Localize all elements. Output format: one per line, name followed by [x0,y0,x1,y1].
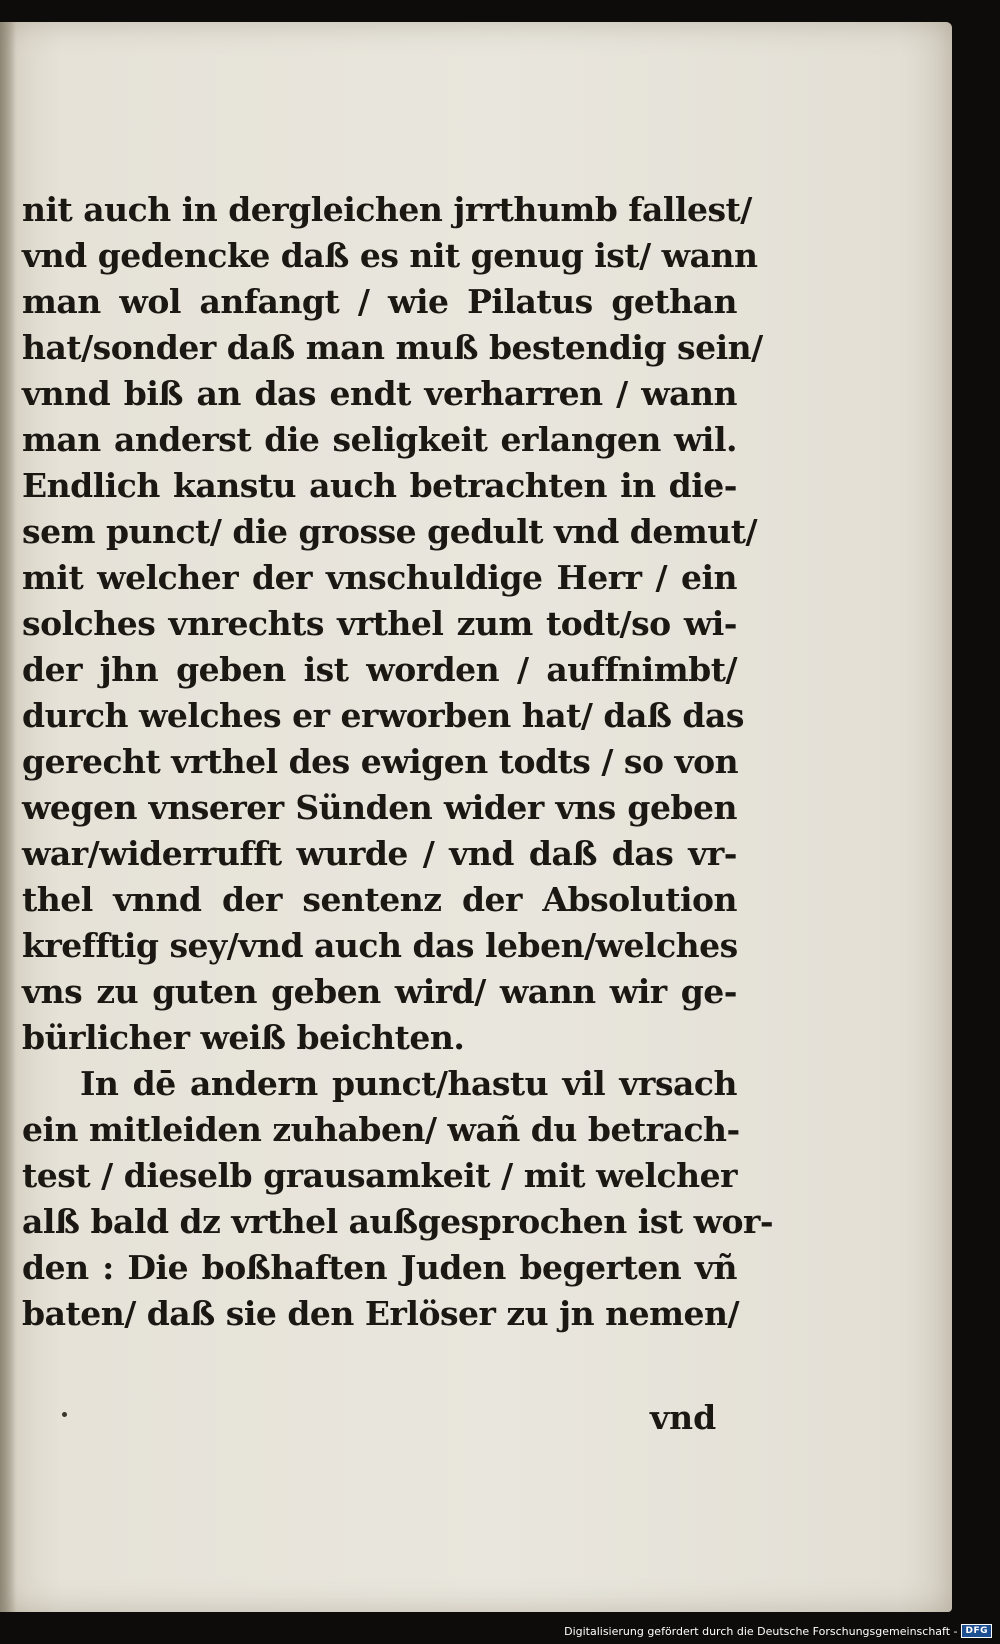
funding-credit: Digitalisierung gefördert durch die Deutsche Forschungsgemeinschaft - [564,1624,958,1638]
text-line: mit welcher der vnschuldige Herr / ein [22,558,737,597]
text-line: alß bald dz vrthel außgesprochen ist wor- [22,1202,774,1241]
text-line: war/widerrufft wurde / vnd daß das vr- [22,834,737,873]
text-line: den : Die boßhaften Juden begerten vñ [22,1248,737,1287]
text-line: vns zu guten geben wird/ wann wir ge- [22,972,737,1011]
book-page [0,22,952,1612]
text-line: der jhn geben ist worden / auffnimbt/ [22,650,737,689]
text-line: Endlich kanstu auch betrachten in die- [22,466,737,505]
text-line: bürlicher weiß beichten. [22,1018,465,1057]
dfg-logo-icon: DFG [961,1624,992,1638]
text-line: man anderst die seligkeit erlangen wil. [22,420,737,459]
text-line: solches vnrechts vrthel zum todt/so wi- [22,604,737,643]
text-line: wegen vnserer Sünden wider vns geben [22,788,737,827]
text-line: ein mitleiden zuhaben/ wañ du betrach- [22,1110,740,1149]
text-line: In dē andern punct/hastu vil vrsach [80,1064,737,1103]
text-line: man wol anfangt / wie Pilatus gethan [22,282,737,321]
text-line: thel vnnd der sentenz der Absolution [22,880,737,919]
text-line: hat/sonder daß man muß bestendig sein/ [22,328,763,367]
text-line: test / dieselb grausamkeit / mit welcher [22,1156,737,1195]
text-line: vnd gedencke daß es nit genug ist/ wann [22,236,758,275]
text-line: sem punct/ die grosse gedult vnd demut/ [22,512,758,551]
ink-speck [62,1412,67,1417]
text-line: baten/ daß sie den Erlöser zu jn nemen/ [22,1294,740,1333]
text-line: gerecht vrthel des ewigen todts / so von [22,742,739,781]
page-text [22,187,774,1337]
catchword: vnd [650,1398,717,1437]
text-line: krefftig sey/vnd auch das leben/welches [22,926,738,965]
text-line: durch welches er erworben hat/ daß das [22,696,744,735]
digitization-footer [564,1620,992,1642]
text-line: nit auch in dergleichen jrrthumb fallest/ [22,190,752,229]
text-line: vnnd biß an das endt verharren / wann [22,374,737,413]
